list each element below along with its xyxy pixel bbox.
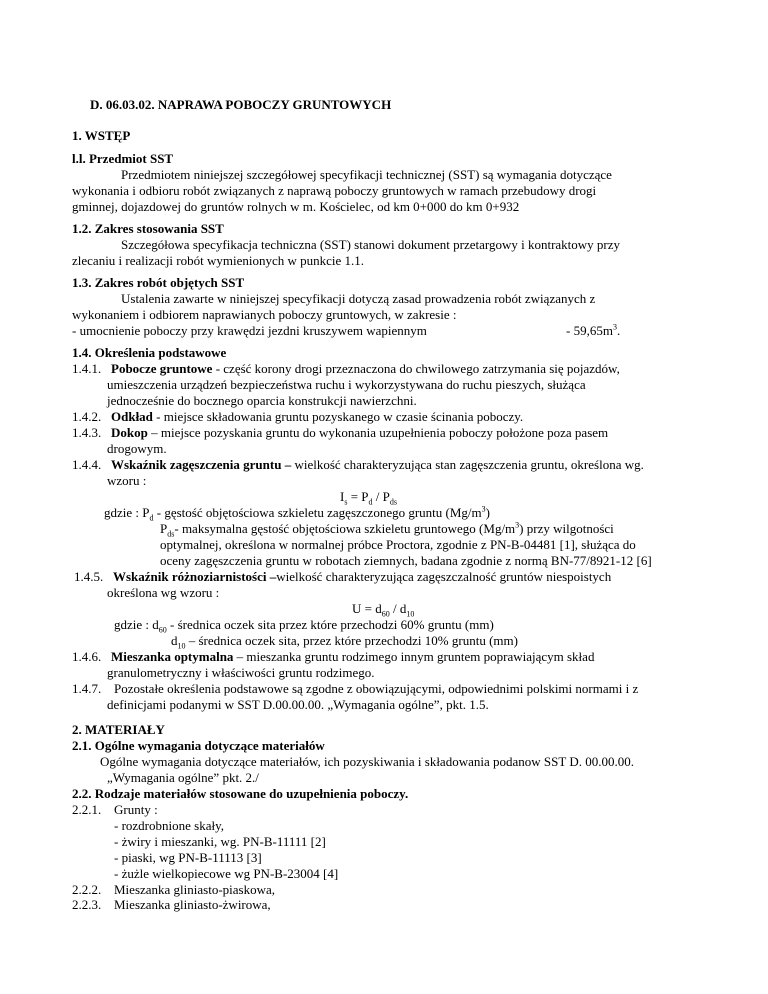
paragraph-line: zlecaniu i realizacji robót wymienionych w punkcie 1.1. <box>72 253 365 268</box>
paragraph-line: wzoru : <box>107 473 147 488</box>
paragraph-line: Ogólne wymagania dotyczące materiałów, ich pozyskiwania i składowania podanow SST D. 00.00.00. <box>100 754 634 769</box>
paragraph-line: wykonaniem i odbiorem naprawianych poboczy gruntowych, w zakresie : <box>72 307 457 322</box>
paragraph-line: określona wg wzoru : <box>107 585 220 600</box>
definition-term: Wskaźnik różnoziarnistości –wielkość charakteryzująca zagęszczalność gruntów niespoistych <box>113 569 612 584</box>
section-1-heading: 1. WSTĘP <box>72 128 131 143</box>
scope-item: - umocnienie poboczy przy krawędzi jezdni kruszywem wapiennym <box>72 323 427 338</box>
section-1-1-heading: l.l. Przedmiot SST <box>72 151 174 166</box>
definition-term: Mieszanka optymalna – mieszanka gruntu rodzimego innym gruntem poprawiającym skład <box>111 649 595 664</box>
definition-term: Pobocze gruntowe - część korony drogi przeznaczona do chwilowego zatrzymania się pojazdów, <box>111 361 620 376</box>
definition-number: 1.4.6. <box>72 649 102 664</box>
paragraph-line: Szczegółowa specyfikacja techniczna (SST) stanowi dokument przetargowy i kontraktowy przy <box>121 237 621 252</box>
paragraph-line: granulometryczny i właściwości gruntu rodzimego. <box>107 665 375 680</box>
formula-legend: $d_{10}$ – średnica oczek sita, przez które przechodzi 10% gruntu (mm) <box>171 633 518 651</box>
formula-legend: oceny zagęszczenia gruntu w robotach ziemnych, badana zgodnie z normą BN-77/8921-12 [6] <box>160 553 652 568</box>
section-2-1-heading: 2.1. Ogólne wymagania dotyczące materiałów <box>72 738 325 753</box>
formula-legend: gdzie : $d_{60}$ - średnica oczek sita przez które przechodzi 60% gruntu (mm) <box>114 617 494 635</box>
section-2-2-heading: 2.2. Rodzaje materiałów stosowane do uzupełnienia poboczy. <box>72 786 409 801</box>
definition-number: 1.4.2. <box>72 409 102 424</box>
section-1-2-heading: 1.2. Zakres stosowania SST <box>72 221 224 236</box>
formula-legend: gdzie : $P_d$ - gęstość objętościowa szkieletu zagęszczonego gruntu $(Mg/m^3)$ <box>104 504 490 523</box>
definition-number: 1.4.1. <box>72 361 102 376</box>
list-number: 2.2.3. <box>72 897 102 912</box>
definition-number: 1.4.4. <box>72 457 102 472</box>
section-1-4-heading: 1.4. Określenia podstawowe <box>72 345 227 360</box>
section-2-heading: 2. MATERIAŁY <box>72 722 165 737</box>
paragraph-line: jednocześnie do bocznego oparcia konstrukcji nawierzchni. <box>107 393 417 408</box>
list-subitem: - piaski, wg PN-B-11113 [3] <box>114 850 262 865</box>
list-subitem: - żużle wielkopiecowe wg PN-B-23004 [4] <box>114 866 339 881</box>
definition-term: Dokop – miejsce pozyskania gruntu do wykonania uzupełnienia poboczy położone poza pasem <box>111 425 609 440</box>
formula-compaction: $I_s = P_d / P_{ds}$ <box>340 489 397 507</box>
list-item: Grunty : <box>114 802 158 817</box>
definition-number: 1.4.5. <box>74 569 104 584</box>
definition-term: Wskaźnik zagęszczenia gruntu – wielkość charakteryzująca stan zagęszczenia gruntu, określona wg. <box>111 457 644 472</box>
definition-number: 1.4.7. <box>72 681 102 696</box>
list-number: 2.2.1. <box>72 802 102 817</box>
paragraph-line: definicjami podanymi w SST D.00.00.00. „Wymagania ogólne”, pkt. 1.5. <box>107 697 489 712</box>
paragraph-line: umieszczenia urządzeń bezpieczeństwa ruchu i wykorzystywana do ruchu pieszych, służąca <box>107 377 586 392</box>
scope-quantity: - $59,65m^3$. <box>566 322 621 338</box>
paragraph-line: wykonania i odbioru robót związanych z naprawą poboczy gruntowych w ramach przebudowy drogi <box>72 183 597 198</box>
definition-number: 1.4.3. <box>72 425 102 440</box>
formula-legend: optymalnej, określona w normalnej próbce Proctora, zgodnie z PN-B-04481 [1], służąca do <box>160 537 636 552</box>
definition-term: Odkład - miejsce składowania gruntu pozyskanego w czasie ścinania poboczy. <box>111 409 524 424</box>
list-item: Mieszanka gliniasto-żwirowa, <box>114 897 271 912</box>
paragraph-line: Pozostałe określenia podstawowe są zgodne z obowiązującymi, odpowiednimi polskimi normami i z <box>114 681 639 696</box>
list-subitem: - żwiry i mieszanki, wg. PN-B-11111 [2] <box>114 834 326 849</box>
paragraph-line: Ustalenia zawarte w niniejszej specyfikacji dotyczą zasad prowadzenia robót związanych z <box>121 291 596 306</box>
document-title: D. 06.03.02. NAPRAWA POBOCZY GRUNTOWYCH <box>90 97 392 112</box>
list-item: Mieszanka gliniasto-piaskowa, <box>114 882 276 897</box>
formula-legend: $P_{ds}-$ maksymalna gęstość objętościowa szkieletu gruntowego $(Mg/m^3)$ przy wilgotności <box>160 520 614 539</box>
paragraph-line: gminnej, dojazdowej do gruntów rolnych w m. Kościelec, od km 0+000 do km 0+932 <box>72 199 520 214</box>
paragraph-line: Przedmiotem niniejszej szczegółowej specyfikacji technicznej (SST) są wymagania dotyczące <box>121 167 612 182</box>
formula-uniformity: $U = d_{60} / d_{10}$ <box>352 601 415 619</box>
paragraph-line: drogowym. <box>107 441 167 456</box>
list-subitem: - rozdrobnione skały, <box>114 818 224 833</box>
paragraph-line: „Wymagania ogólne” pkt. 2./ <box>107 770 259 785</box>
list-number: 2.2.2. <box>72 882 102 897</box>
section-1-3-heading: 1.3. Zakres robót objętych SST <box>72 275 245 290</box>
